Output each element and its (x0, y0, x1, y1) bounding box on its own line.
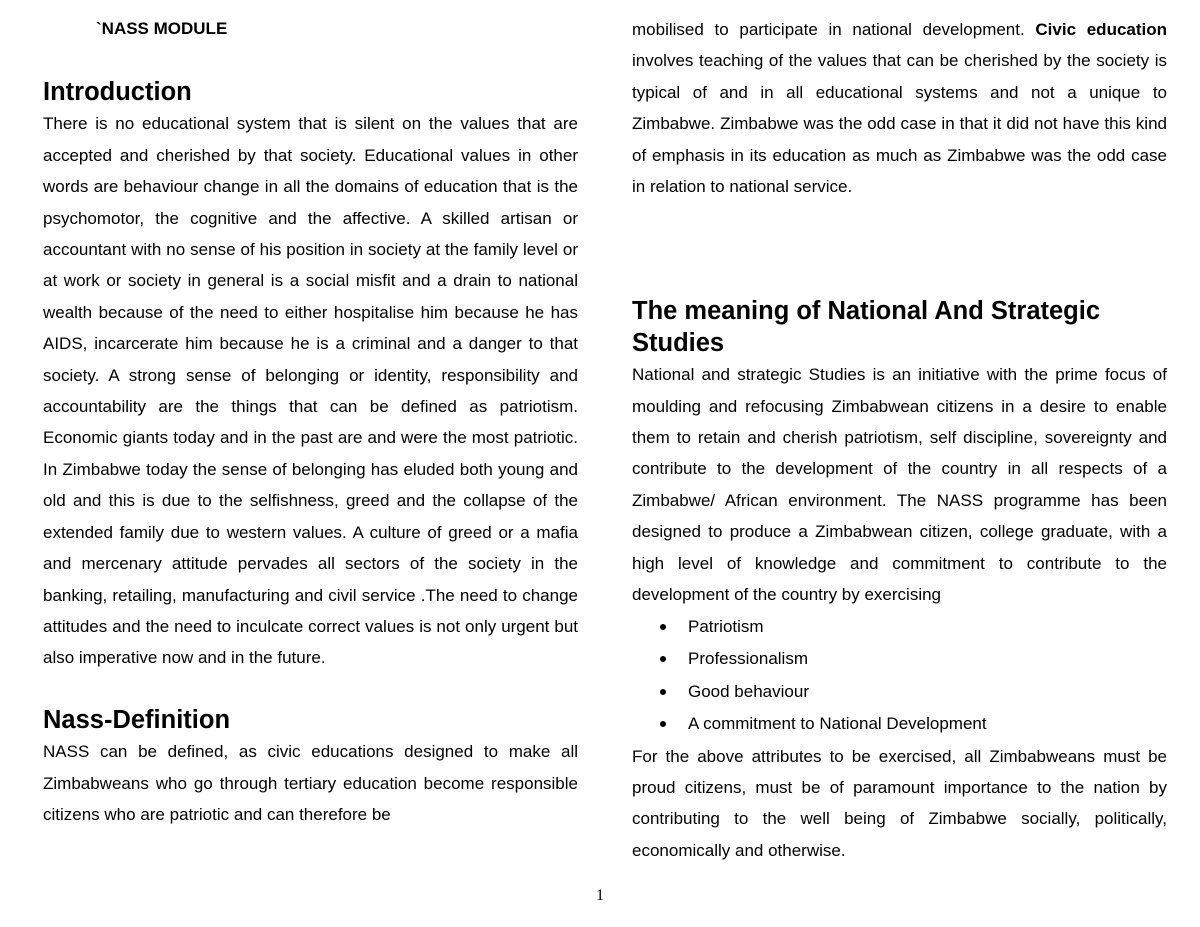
bullet-icon (660, 624, 666, 630)
list-item-text: Good behaviour (688, 681, 809, 701)
list-item (660, 611, 1167, 644)
definition-continued-text: mobilised to participate in national development. (632, 20, 1036, 39)
definition-body-continued (632, 14, 1167, 202)
spacer (632, 202, 1167, 296)
meaning-heading: The meaning of National And Strategic Studies (632, 297, 1101, 357)
list-item (660, 708, 1167, 741)
definition-heading: Nass-Definition (43, 705, 231, 734)
list-item-text: Professionalism (688, 649, 808, 668)
attributes-list (632, 611, 1167, 741)
bullet-icon (660, 656, 666, 662)
definition-body-start: NASS can be defined, as civic educations designed to make all Zimbabweans who go through tertiary education become responsible citizens who are patriotic and can therefore be (43, 742, 578, 824)
introduction-heading: Introduction (43, 78, 192, 106)
civic-education-term: Civic education (1035, 20, 1168, 39)
page-number: 1 (596, 887, 604, 904)
left-column (43, 77, 578, 830)
meaning-closing: For the above attributes to be exercised, all Zimbabweans must be proud citizens, must be of paramount importance to the nation by contributing to the well being of Zimbabwe socially, politically, economically and otherwise. (632, 746, 1167, 860)
bullet-icon (660, 689, 666, 695)
right-column (632, 14, 1167, 866)
bullet-icon (660, 721, 666, 727)
meaning-body: National and strategic Studies is an initiative with the prime focus of moulding and refocusing Zimbabwean citizens in a desire to enable them to retain and cherish patriotism, self discipline, sovereignty and contribute to the development of the country in all respects of a Zimbabwe/ African environment. The NASS programme has been designed to produce a Zimbabwean citizen, college graduate, with a high level of knowledge and commitment to contribute to the development of the country by exercising (632, 365, 1167, 605)
list-item (660, 643, 1167, 676)
definition-end-text: involves teaching of the values that can be cherished by the society is typical of and in all educational systems and not a unique to Zimbabwe. Zimbabwe was the odd case in that it did not have this kind of emphasis in its education as much as Zimbabwe was the odd case in relation to national service. (632, 51, 1167, 197)
spacer (43, 674, 578, 705)
list-item (660, 676, 1167, 709)
list-item-text: A commitment to National Development (688, 714, 987, 733)
page-title: `NASS MODULE (96, 19, 228, 38)
introduction-body: There is no educational system that is silent on the values that are accepted and cherished by that society. Educational values in other words are behaviour change in all the domains of education that is the psychomotor, the cognitive and the affective. A skilled artisan or accountant with no sense of his position in society at the family level or at work or society in general is a social misfit and a drain to national wealth because of the need to either hospitalise him because he has AIDS, incarcerate him because he is a criminal and a danger to that society. A strong sense of belonging or identity, responsibility and accountability are the things that can be defined as patriotism. Economic giants today and in the past are and were the most patriotic. In Zimbabwe today the sense of belonging has eluded both young and old and this is due to the selfishness, greed and the collapse of the extended family due to western values. A culture of greed or a mafia and mercenary attitude pervades all sectors of the society in the banking, retailing, manufacturing and civil service .The need to change attitudes and the need to inculcate correct values is not only urgent but also imperative now and in the future. (43, 114, 578, 668)
list-item-text: Patriotism (688, 616, 764, 636)
